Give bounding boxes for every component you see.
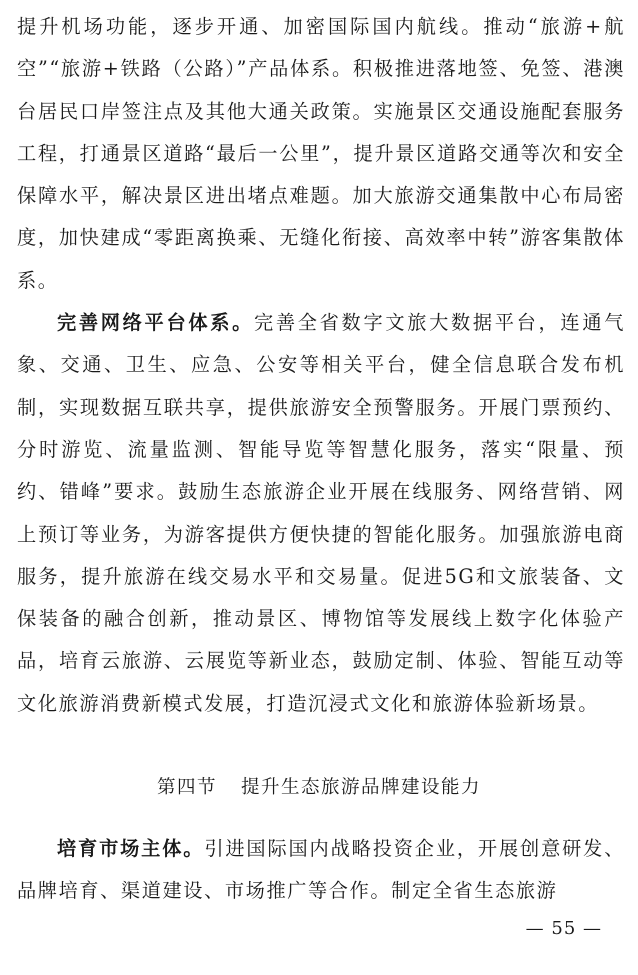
paragraph-body-market-entity: 引进国际国内战略投资企业，开展创意研发、品牌培育、渠道建设、市场推广等合作。制定全省生态旅游	[17, 837, 625, 903]
section-heading	[0, 773, 638, 803]
paragraph-lead-network-platform: 完善网络平台体系。	[57, 311, 254, 335]
page-body	[17, 6, 625, 725]
section-title: 提升生态旅游品牌建设能力	[241, 777, 482, 798]
page-number: — 55 —	[525, 918, 602, 939]
paragraph-network-platform	[17, 302, 625, 725]
paragraph-market-entity	[17, 828, 625, 913]
paragraph-transport: 提升机场功能，逐步开通、加密国际国内航线。推动“旅游+航空”“旅游+铁路（公路）”产品体系。积极推进落地签、免签、港澳台居民口岸签注点及其他大通关政策。实施景区交通设施配套服务工程，打通景区道路“最后一公里”，提升景区道路交通等次和安全保障水平，解决景区进出堵点难题。加大旅游交通集散中心布局密度，加快建成“零距离换乘、无缝化衔接、高效率中转”游客集散体系。	[17, 15, 625, 292]
page-body-continued	[17, 828, 625, 913]
section-number: 第四节	[156, 777, 217, 798]
paragraph-body-network-platform: 完善全省数字文旅大数据平台，连通气象、交通、卫生、应急、公安等相关平台，健全信息联合发布机制，实现数据互联共享，提供旅游安全预警服务。开展门票预约、分时游览、流量监测、智能导览等智慧化服务，落实“限量、预约、错峰”要求。鼓励生态旅游企业开展在线服务、网络营销、网上预订等业务，为游客提供方便快捷的智能化服务。加强旅游电商服务，提升旅游在线交易水平和交易量。促进5G和文旅装备、文保装备的融合创新，推动景区、博物馆等发展线上数字化体验产品，培育云旅游、云展览等新业态，鼓励定制、体验、智能互动等文化旅游消费新模式发展，打造沉浸式文化和旅游体验新场景。	[17, 311, 625, 715]
paragraph-lead-market-entity: 培育市场主体。	[57, 837, 205, 860]
